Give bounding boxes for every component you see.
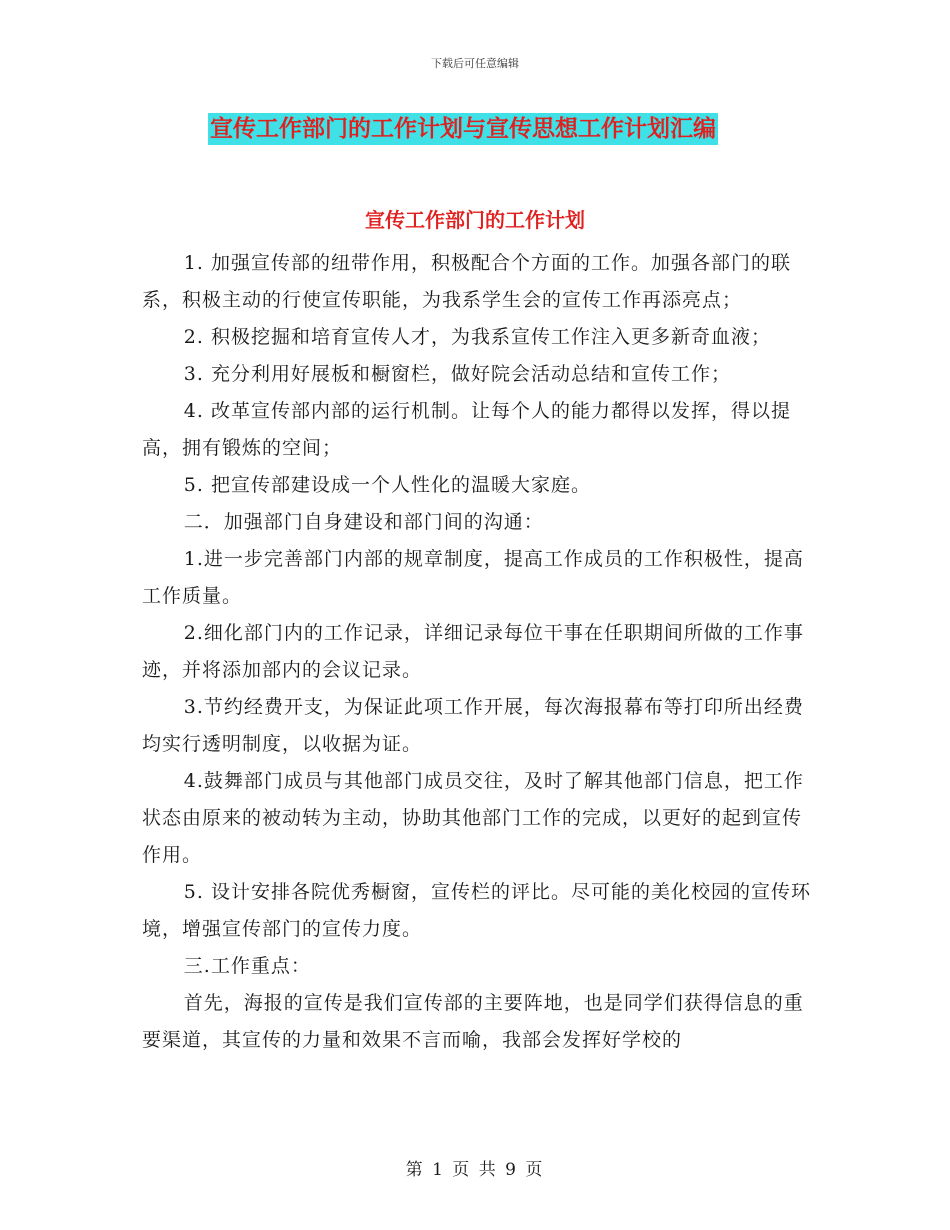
paragraph: 2.细化部门内的工作记录，详细记录每位干事在任职期间所做的工作事迹，并将添加部内的会议记录。 (142, 622, 804, 681)
paragraph: 2. 积极挖掘和培育宣传人才，为我系宣传工作注入更多新奇血液； (183, 326, 771, 348)
paragraph: 4.鼓舞部门成员与其他部门成员交往，及时了解其他部门信息，把工作状态由原来的被动转为主动，协助其他部门工作的完成，以更好的起到宣传作用。 (142, 770, 804, 866)
paragraph: 三.工作重点： (183, 955, 311, 977)
paragraph: 首先，海报的宣传是我们宣传部的主要阵地，也是同学们获得信息的重要渠道，其宣传的力量和效果不言而喻，我部会发挥好学校的 (142, 992, 804, 1051)
document-title: 宣传工作部门的工作计划与宣传思想工作计划汇编 (208, 113, 718, 145)
paragraph: 4. 改革宣传部内部的运行机制。让每个人的能力都得以发挥，得以提高，拥有锻炼的空间； (142, 400, 791, 459)
document-body (142, 245, 812, 1059)
paragraph: 5. 设计安排各院优秀橱窗，宣传栏的评比。尽可能的美化校园的宣传环境，增强宣传部门的宣传力度。 (142, 881, 811, 940)
paragraph: 1. 加强宣传部的纽带作用，积极配合个方面的工作。加强各部门的联系，积极主动的行使宣传职能，为我系学生会的宣传工作再添亮点； (142, 252, 791, 311)
paragraph: 二．加强部门自身建设和部门间的沟通： (183, 511, 544, 533)
paragraph: 3.节约经费开支，为保证此项工作开展，每次海报幕布等打印所出经费均实行透明制度，以收据为证。 (142, 696, 804, 755)
header-note: 下载后可任意编辑 (431, 57, 519, 70)
paragraph: 3. 充分利用好展板和橱窗栏，做好院会活动总结和宣传工作； (183, 363, 731, 385)
section-title: 宣传工作部门的工作计划 (365, 208, 585, 232)
page-number: 第 1 页 共 9 页 (405, 1160, 545, 1180)
paragraph: 5. 把宣传部建设成一个人性化的温暖大家庭。 (183, 474, 591, 496)
paragraph: 1.进一步完善部门内部的规章制度，提高工作成员的工作积极性，提高工作质量。 (142, 548, 804, 607)
